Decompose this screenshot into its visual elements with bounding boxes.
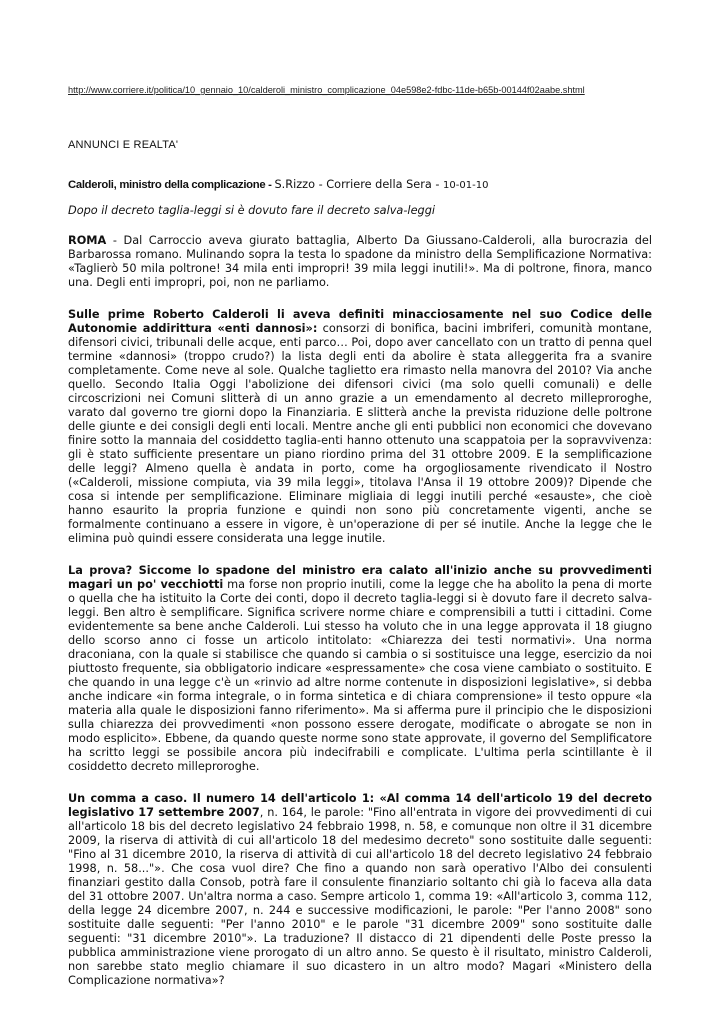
paragraph-3-text: ma forse non proprio inutili, come la legge che ha abolito la pena di morte o quella che ha istituito la Corte dei conti, dopo il decreto taglia-leggi si è dovuto fare il decreto salva-leggi. Ben altro è semplificare. Significa scrivere norme chiare e comprensibili a tutti i cittadini. Come evidentemente sa bene anche Calderoli. Lui stesso ha voluto che in una legge approvata il 18 giugno dello scorso anno ci fosse un articolo intitolato: «Chiarezza dei testi normativi». Una norma draconiana, con la quale si stabilisce che quando si cambia o si sostituisce una legge, esercizio da noi piuttosto frequente, sia obbligatorio indicare «espressamente» che cosa viene cambiato o sostituito. E che quando in una legge c'è un «rinvio ad altre norme contenute in disposizioni legislative», si debba anche indicare «in forma integrale, o in forma sintetica e di chiara comprensione» il testo oppure «la materia alla quale le disposizioni fanno riferimento». Ma si afferma pure il principio che le disposizioni sulla chiarezza dei provvedimenti «non possono essere derogate, modificate o abrogate se non in modo esplicito». Ebbene, da quando queste norme sono state approvate, il governo del Semplificatore ha scritto leggi se possibile ancora più indecifrabili e complicate. L'ultima perla scintillante è il cosiddetto decreto milleproroghe. bbox=[68, 578, 652, 773]
paragraph-1-text: - Dal Carroccio aveva giurato battaglia, Alberto Da Giussano-Calderoli, alla burocrazia del Barbarossa romano. Mulinando sopra la testa lo spadone da ministro della Semplificazione Normativa: «Taglierò 50 mila poltrone! 34 mila enti impropri! 39 mila leggi inutili!». Ma di poltrone, finora, manco una. Degli enti impropri, poi, non ne parliamo. bbox=[68, 234, 652, 289]
article-title: Calderoli, ministro della complicazione - bbox=[68, 179, 275, 191]
article-body bbox=[68, 234, 652, 1006]
paragraph-2 bbox=[68, 308, 652, 546]
article-date: 10-01-10 bbox=[443, 180, 489, 191]
article-headline bbox=[68, 178, 488, 191]
source-url-link[interactable]: http://www.corriere.it/politica/10_gennaio_10/calderoli_ministro_complicazione_04e598e2-fdbc-11de-b65b-00144f02aabe.shtml bbox=[68, 85, 585, 95]
paragraph-4-text: , n. 164, le parole: "Fino all'entrata in vigore dei provvedimenti di cui all'articolo 18 bis del decreto legislativo 24 febbraio 1998, n. 58, e comunque non oltre il 31 dicembre 2009, la riserva di attività di cui all'articolo 18 del medesimo decreto" sono sostituite dalle seguenti: "Fino al 31 dicembre 2010, la riserva di attività di cui all'articolo 18 del decreto legislativo 24 febbraio 1998, n. 58..."». Che cosa vuol dire? Che fino a quando non sarà operativo l'Albo dei consulenti finanziari gestito dalla Consob, potrà fare il consulente finanziario soltanto chi già lo faceva alla data del 31 ottobre 2007. Un'altra norma a caso. Sempre articolo 1, comma 19: «All'articolo 3, comma 112, della legge 24 dicembre 2007, n. 244 e successive modificazioni, le parole: "Per l'anno 2008" sono sostituite dalle seguenti: "Per l'anno 2010" e le parole "31 dicembre 2009" sono sostituite dalle seguenti: "31 dicembre 2010"». La traduzione? Il distacco di 21 dipendenti delle Poste presso la pubblica amministrazione viene prorogato di un altro anno. Se questo è il risultato, ministro Calderoli, non sarebbe stato meglio chiamare il suo dicastero in un altro modo? Magari «Ministero della Complicazione normativa»? bbox=[68, 806, 652, 987]
paragraph-3-lead: La prova? Siccome lo spadone del ministro era calato all'inizio anche su provvedimenti magari un po' vecchiotti bbox=[68, 564, 652, 591]
paragraph-3 bbox=[68, 564, 652, 774]
paragraph-2-text: consorzi di bonifica, bacini imbriferi, comunità montane, difensori civici, tribunali delle acque, enti parco… Poi, dopo aver cancellato con un tratto di penna quel termine «dannosi» (troppo crudo?) la lista degli enti da abolire è stata alleggerita fra a svanire completamente. Come neve al sole. Qualche taglietto era rimasto nella manovra del 2010? Via anche quello. Secondo Italia Oggi l'abolizione dei difensori civici (ma solo quelli comunali) e delle circoscrizioni nei Comuni slitterà di un anno grazie a un emendamento al decreto milleproroghe, varato dal governo tre giorni dopo la Finanziaria. E slitterà anche la prevista riduzione delle poltrone delle giunte e dei consigli degli enti locali. Mentre anche gli enti pubblici non economici che dovevano finire sotto la mannaia del cosiddetto taglia-enti hanno ottenuto una scappatoia per la sopravvivenza: gli è stato sufficiente presentare un piano riordino prima del 31 ottobre 2009. E la semplificazione delle leggi? Almeno quella è andata in porto, come ha orgogliosamente rivendicato il Nostro («Calderoli, missione compiuta, via 39 mila leggi», titolava l'Ansa il 19 ottobre 2009)? Dipende che cosa si intende per semplificazione. Eliminare migliaia di leggi inutili perché «esauste», che cioè hanno esaurito la propria funzione e quindi non sono più concretamente vigenti, anche se formalmente continuano a essere in vigore, è un'operazione di per sé inutile. Anche la legge che le elimina può quindi essere considerata una legge inutile. bbox=[68, 322, 652, 545]
paragraph-4 bbox=[68, 792, 652, 988]
article-subtitle: Dopo il decreto taglia-leggi si è dovuto fare il decreto salva-leggi bbox=[68, 204, 435, 217]
paragraph-1 bbox=[68, 234, 652, 290]
paragraph-4-lead: Un comma a caso. Il numero 14 dell'articolo 1: «Al comma 14 dell'articolo 19 del decreto legislativo 17 settembre 2007 bbox=[68, 792, 652, 819]
article-byline: S.Rizzo - Corriere della Sera - bbox=[274, 178, 444, 191]
paragraph-1-lead: ROMA bbox=[68, 234, 107, 247]
paragraph-2-lead: Sulle prime Roberto Calderoli li aveva definiti minacciosamente nel suo Codice delle Autonomie addirittura «enti dannosi»: bbox=[68, 308, 652, 335]
section-heading: ANNUNCI E REALTA' bbox=[68, 139, 179, 151]
